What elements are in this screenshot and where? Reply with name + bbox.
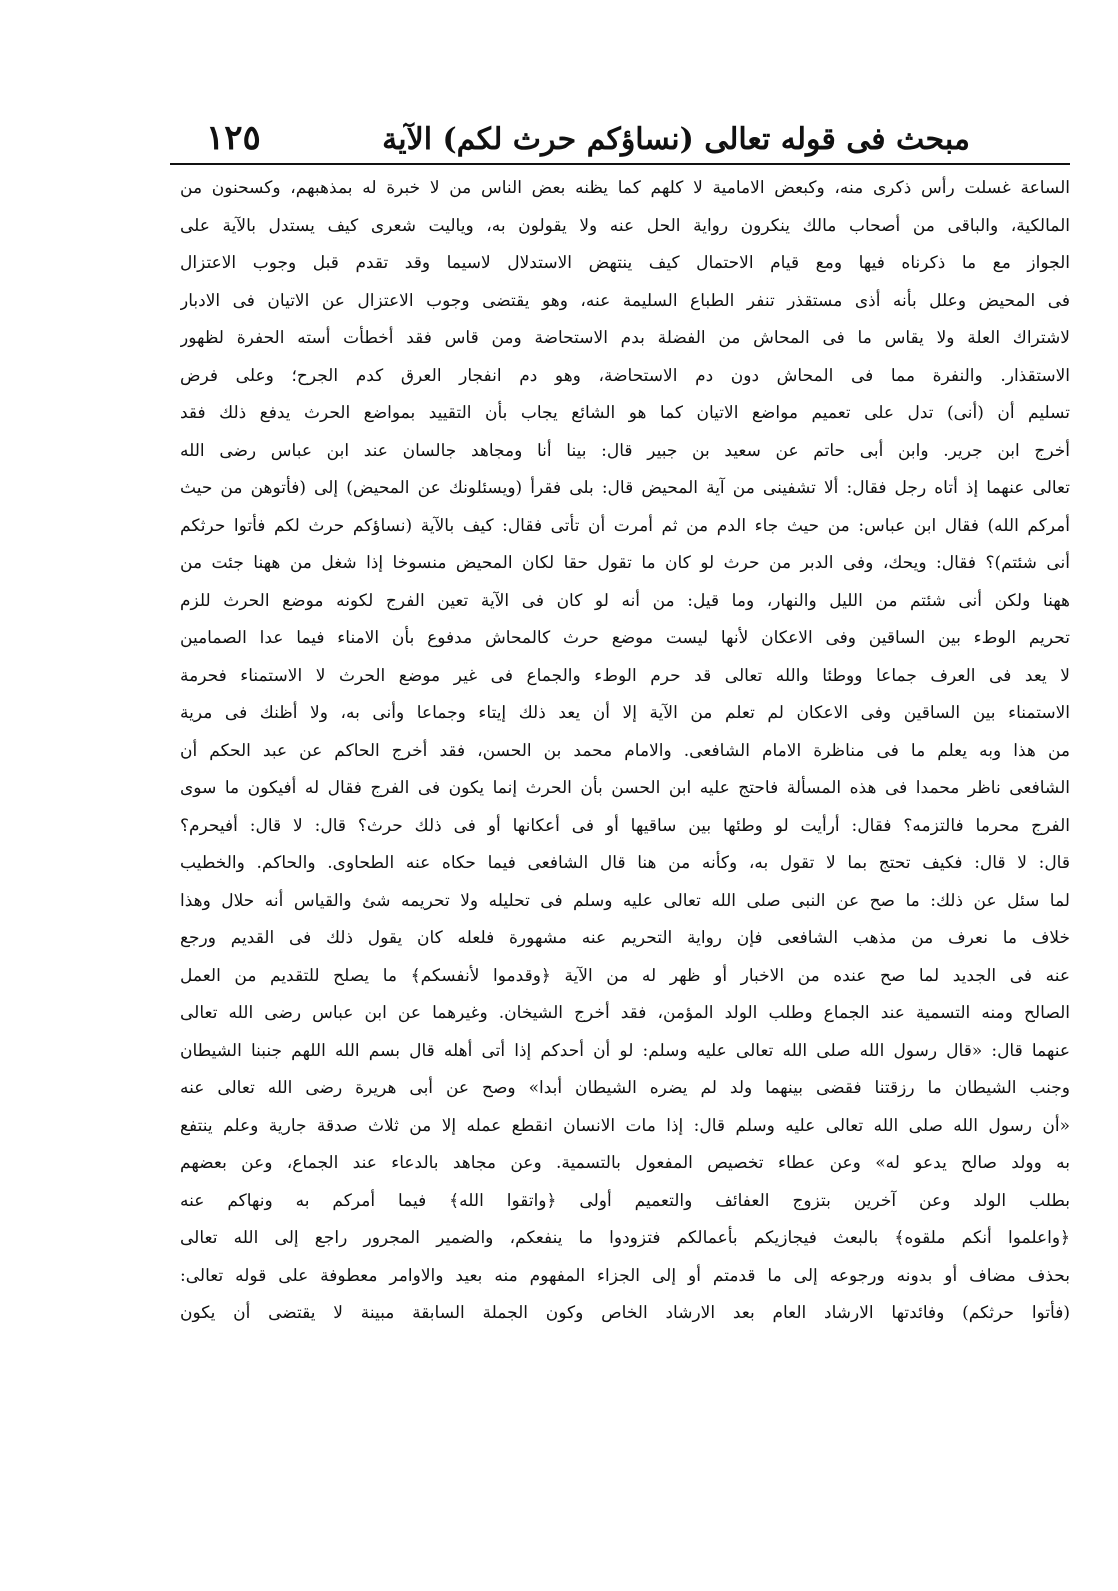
text-line: من هذا وبه يعلم ما فى مناظرة الامام الشافعى. والامام محمد بن الحسن، فقد أخرج الحاكم عن عبد الحكم أن <box>180 740 1070 761</box>
text-line: قال: لا قال: فكيف تحتج بما لا تقول به، وكأنه من هنا قال الشافعى فيما حكاه عنه الطحاوى. والحاكم. والخطيب <box>180 853 1070 873</box>
text-line: عنه فى الجديد لما صح عنده من الاخبار أو ظهر له من الآية ﴿وقدموا لأنفسكم﴾ ما يصلح للتقديم من العمل <box>180 965 1070 986</box>
running-title: مبحث فى قوله تعالى (نساؤكم حرث لكم) الآية <box>382 122 970 157</box>
text-line: أمركم الله) فقال ابن عباس: من حيث جاء الدم من ثم أمرت أن تأتى فقال: كيف بالآية (نساؤكم حرث لكم فأتوا حرثكم <box>180 515 1070 536</box>
text-line: تعالى عنهما إذ أتاه رجل فقال: ألا تشفينى من آية المحيض قال: بلى فقرأ (ويسئلونك عن المحيض) إلى (فأتوهن من حيث <box>180 478 1070 498</box>
text-line: خلاف ما نعرف من مذهب الشافعى فإن رواية التحريم عنه مشهورة فلعله كان يقول ذلك فى القديم ورجع <box>180 928 1070 948</box>
text-line: الصالح ومنه التسمية عند الجماع وطلب الولد المؤمن، فقد أخرج الشيخان. وغيرهما عن ابن عباس رضى الله تعالى <box>180 1003 1070 1023</box>
text-line: فى المحيض وعلل بأنه أذى مستقذر تنفر الطباع السليمة عنه، وهو يقتضى وجوب الاعتزال عن الاتيان فى الادبار <box>180 290 1070 311</box>
text-line: تسليم أن (أنى) تدل على تعميم مواضع الاتيان كما هو الشائع يجاب بأن التقييد بمواضع الحرث يدفع ذلك فقد <box>180 403 1070 423</box>
text-line: به وولد صالح يدعو له» وعن عطاء تخصيص المفعول بالتسمية. وعن مجاهد بالدعاء عند الجماع، وعن بعضهم <box>180 1153 1070 1173</box>
text-line: أخرج ابن جرير. وابن أبى حاتم عن سعيد بن جبير قال: بينا أنا ومجاهد جالسان عند ابن عباس رضى الله <box>180 440 1070 461</box>
text-line: المالكية، والباقى من أصحاب مالك ينكرون رواية الحل عنه ولا يقولون به، وياليت شعرى كيف يستدل بالآية على <box>180 215 1070 236</box>
text-line: (فأتوا حرثكم) وفائدتها الارشاد العام بعد الارشاد الخاص وكون الجملة السابقة مبينة لا يقتضى أن يكون <box>180 1303 1070 1323</box>
page-number: ١٢٥ <box>206 118 261 158</box>
text-line: أنى شئتم)؟ فقال: ويحك، وفى الدبر من حرث لو كان ما تقول حقا لكان المحيض منسوخا إذا شغل من ههنا جئت من <box>180 553 1070 573</box>
text-line: الاستمناء بين الساقين وفى الاعكان لم تعلم من الآية إلا أن يعد ذلك إيتاء وجماعا وأنى به، ولا أظنك فى مرية <box>180 703 1070 723</box>
header-rule <box>170 163 1070 165</box>
running-header <box>170 118 970 166</box>
text-line: عنهما قال: «قال رسول الله صلى الله تعالى عليه وسلم: لو أن أحدكم إذا أتى أهله قال بسم الله اللهم جنبنا الشيطان <box>180 1040 1070 1061</box>
text-line: تحريم الوطء بين الساقين وفى الاعكان لأنها ليست موضع حرث كالمحاش مدفوع بأن الامناء فيما عدا الصمامين <box>180 628 1070 648</box>
text-line: الجواز مع ما ذكرناه فيها ومع قيام الاحتمال كيف ينتهض الاستدلال لاسيما وقد تقدم قبل وجوب الاعتزال <box>180 253 1070 273</box>
text-line: «أن رسول الله صلى الله تعالى عليه وسلم قال: إذا مات الانسان انقطع عمله إلا من ثلاث صدقة جارية وعلم ينتفع <box>180 1115 1070 1136</box>
text-line: لا يعد فى العرف جماعا ووطئا والله تعالى قد حرم الوطء والجماع فى غير موضع الحرث لا الاستمناء فحرمة <box>180 665 1070 686</box>
text-line: الفرج محرما فالتزمه؟ فقال: أرأيت لو وطئها بين ساقيها أو فى أعكانها أو فى ذلك حرث؟ قال: لا قال: أفيحرم؟ <box>180 815 1070 836</box>
body-text <box>180 170 1070 1333</box>
text-line: الساعة غسلت رأس ذكرى منه، وكبعض الامامية لا كلهم كما يظنه بعض الناس من لا خبرة له بمذهبهم، وكسحنون من <box>180 178 1070 198</box>
text-line: الاستقذار. والنفرة مما فى المحاش دون دم الاستحاضة، وهو دم انفجار العرق كدم الجرح؛ وعلى فرض <box>180 365 1070 386</box>
text-line: ﴿واعلموا أنكم ملقوه﴾ بالبعث فيجازيكم بأعمالكم فتزودوا ما ينفعكم، والضمير المجرور راجع إلى الله تعالى <box>180 1228 1070 1248</box>
text-line: بطلب الولد وعن آخرين بتزوج العفائف والتعميم أولى ﴿واتقوا الله﴾ فيما أمركم به ونهاكم عنه <box>180 1190 1070 1211</box>
text-line: لاشتراك العلة ولا يقاس ما فى المحاش من الفضلة بدم الاستحاضة ومن قاس فقد أخطأت أسته الحفرة لظهور <box>180 328 1070 348</box>
text-line: لما سئل عن ذلك: ما صح عن النبى صلى الله تعالى عليه وسلم فى تحليله ولا تحريمه شئ والقياس أنه حلال وهذا <box>180 890 1070 911</box>
text-line: وجنب الشيطان ما رزقتنا فقضى بينهما ولد لم يضره الشيطان أبدا» وصح عن أبى هريرة رضى الله تعالى عنه <box>180 1078 1070 1098</box>
text-line: ههنا ولكن أنى شئتم من الليل والنهار، وما قيل: من أنه لو كان فى الآية تعين الفرج لكونه موضع الحرث للزم <box>180 590 1070 611</box>
text-line: الشافعى ناظر محمدا فى هذه المسألة فاحتج عليه ابن الحسن بأن الحرث إنما يكون فى الفرج فقال له أفيكون ما سوى <box>180 778 1070 798</box>
text-line: بحذف مضاف أو بدونه ورجوعه إلى ما قدمتم أو إلى الجزاء المفهوم منه بعيد والاوامر معطوفة على قوله تعالى: <box>180 1265 1070 1286</box>
